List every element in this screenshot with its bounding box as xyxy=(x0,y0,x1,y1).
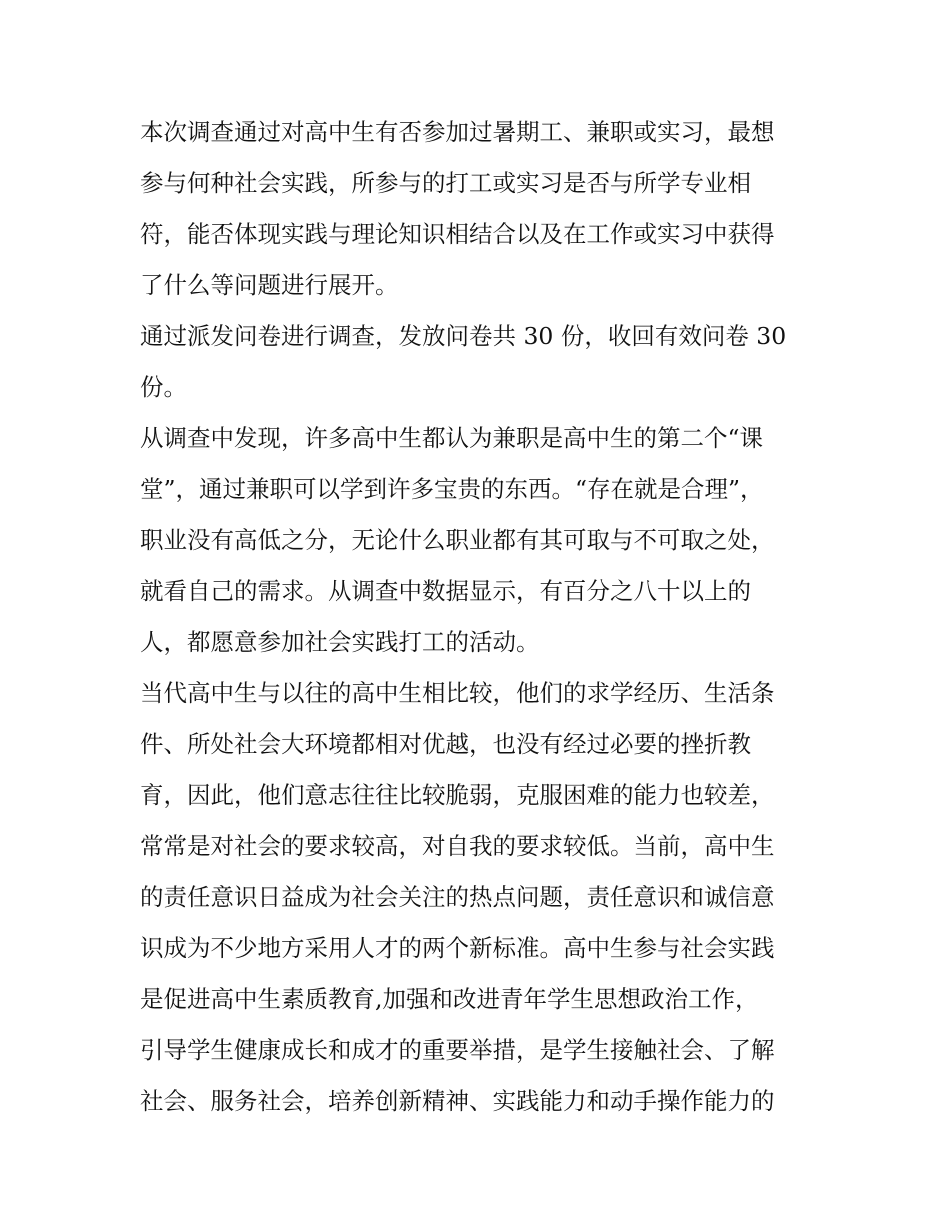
text-line: 参与何种社会实践，所参与的打工或实习是否与所学专业相 xyxy=(140,169,751,197)
text-line: 常常是对社会的要求较高，对自我的要求较低。当前，高中生 xyxy=(140,832,775,860)
text-line: 符，能否体现实践与理论知识相结合以及在工作或实习中获得 xyxy=(140,220,775,248)
text-line: 就看自己的需求。从调查中数据显示，有百分之八十以上的 xyxy=(140,577,751,605)
text-line: 本次调查通过对高中生有否参加过暑期工、兼职或实习，最想 xyxy=(140,118,775,146)
text-line: 通过派发问卷进行调查，发放问卷共 30 份，收回有效问卷 30 xyxy=(140,322,787,350)
text-line: 了什么等问题进行展开。 xyxy=(140,271,399,299)
text-line: 职业没有高低之分，无论什么职业都有其可取与不可取之处， xyxy=(140,526,775,554)
body-text xyxy=(140,107,820,1127)
text-line: 堂”，通过兼职可以学到许多宝贵的东西。“存在就是合理”， xyxy=(140,475,764,503)
text-line: 育，因此，他们意志往往比较脆弱，克服困难的能力也较差， xyxy=(140,781,775,809)
text-line: 引导学生健康成长和成才的重要举措，是学生接触社会、了解 xyxy=(140,1036,775,1064)
text-line: 份。 xyxy=(140,373,187,401)
text-line: 是促进高中生素质教育,加强和改进青年学生思想政治工作， xyxy=(140,985,759,1013)
text-line: 的责任意识日益成为社会关注的热点问题，责任意识和诚信意 xyxy=(140,883,775,911)
text-line: 件、所处社会大环境都相对优越，也没有经过必要的挫折教 xyxy=(140,730,751,758)
text-line: 当代高中生与以往的高中生相比较，他们的求学经历、生活条 xyxy=(140,679,775,707)
text-line: 识成为不少地方采用人才的两个新标准。高中生参与社会实践 xyxy=(140,934,775,962)
text-line: 社会、服务社会，培养创新精神、实践能力和动手操作能力的 xyxy=(140,1087,775,1115)
text-line: 人，都愿意参加社会实践打工的活动。 xyxy=(140,628,540,656)
text-line: 从调查中发现，许多高中生都认为兼职是高中生的第二个“课 xyxy=(140,424,764,452)
